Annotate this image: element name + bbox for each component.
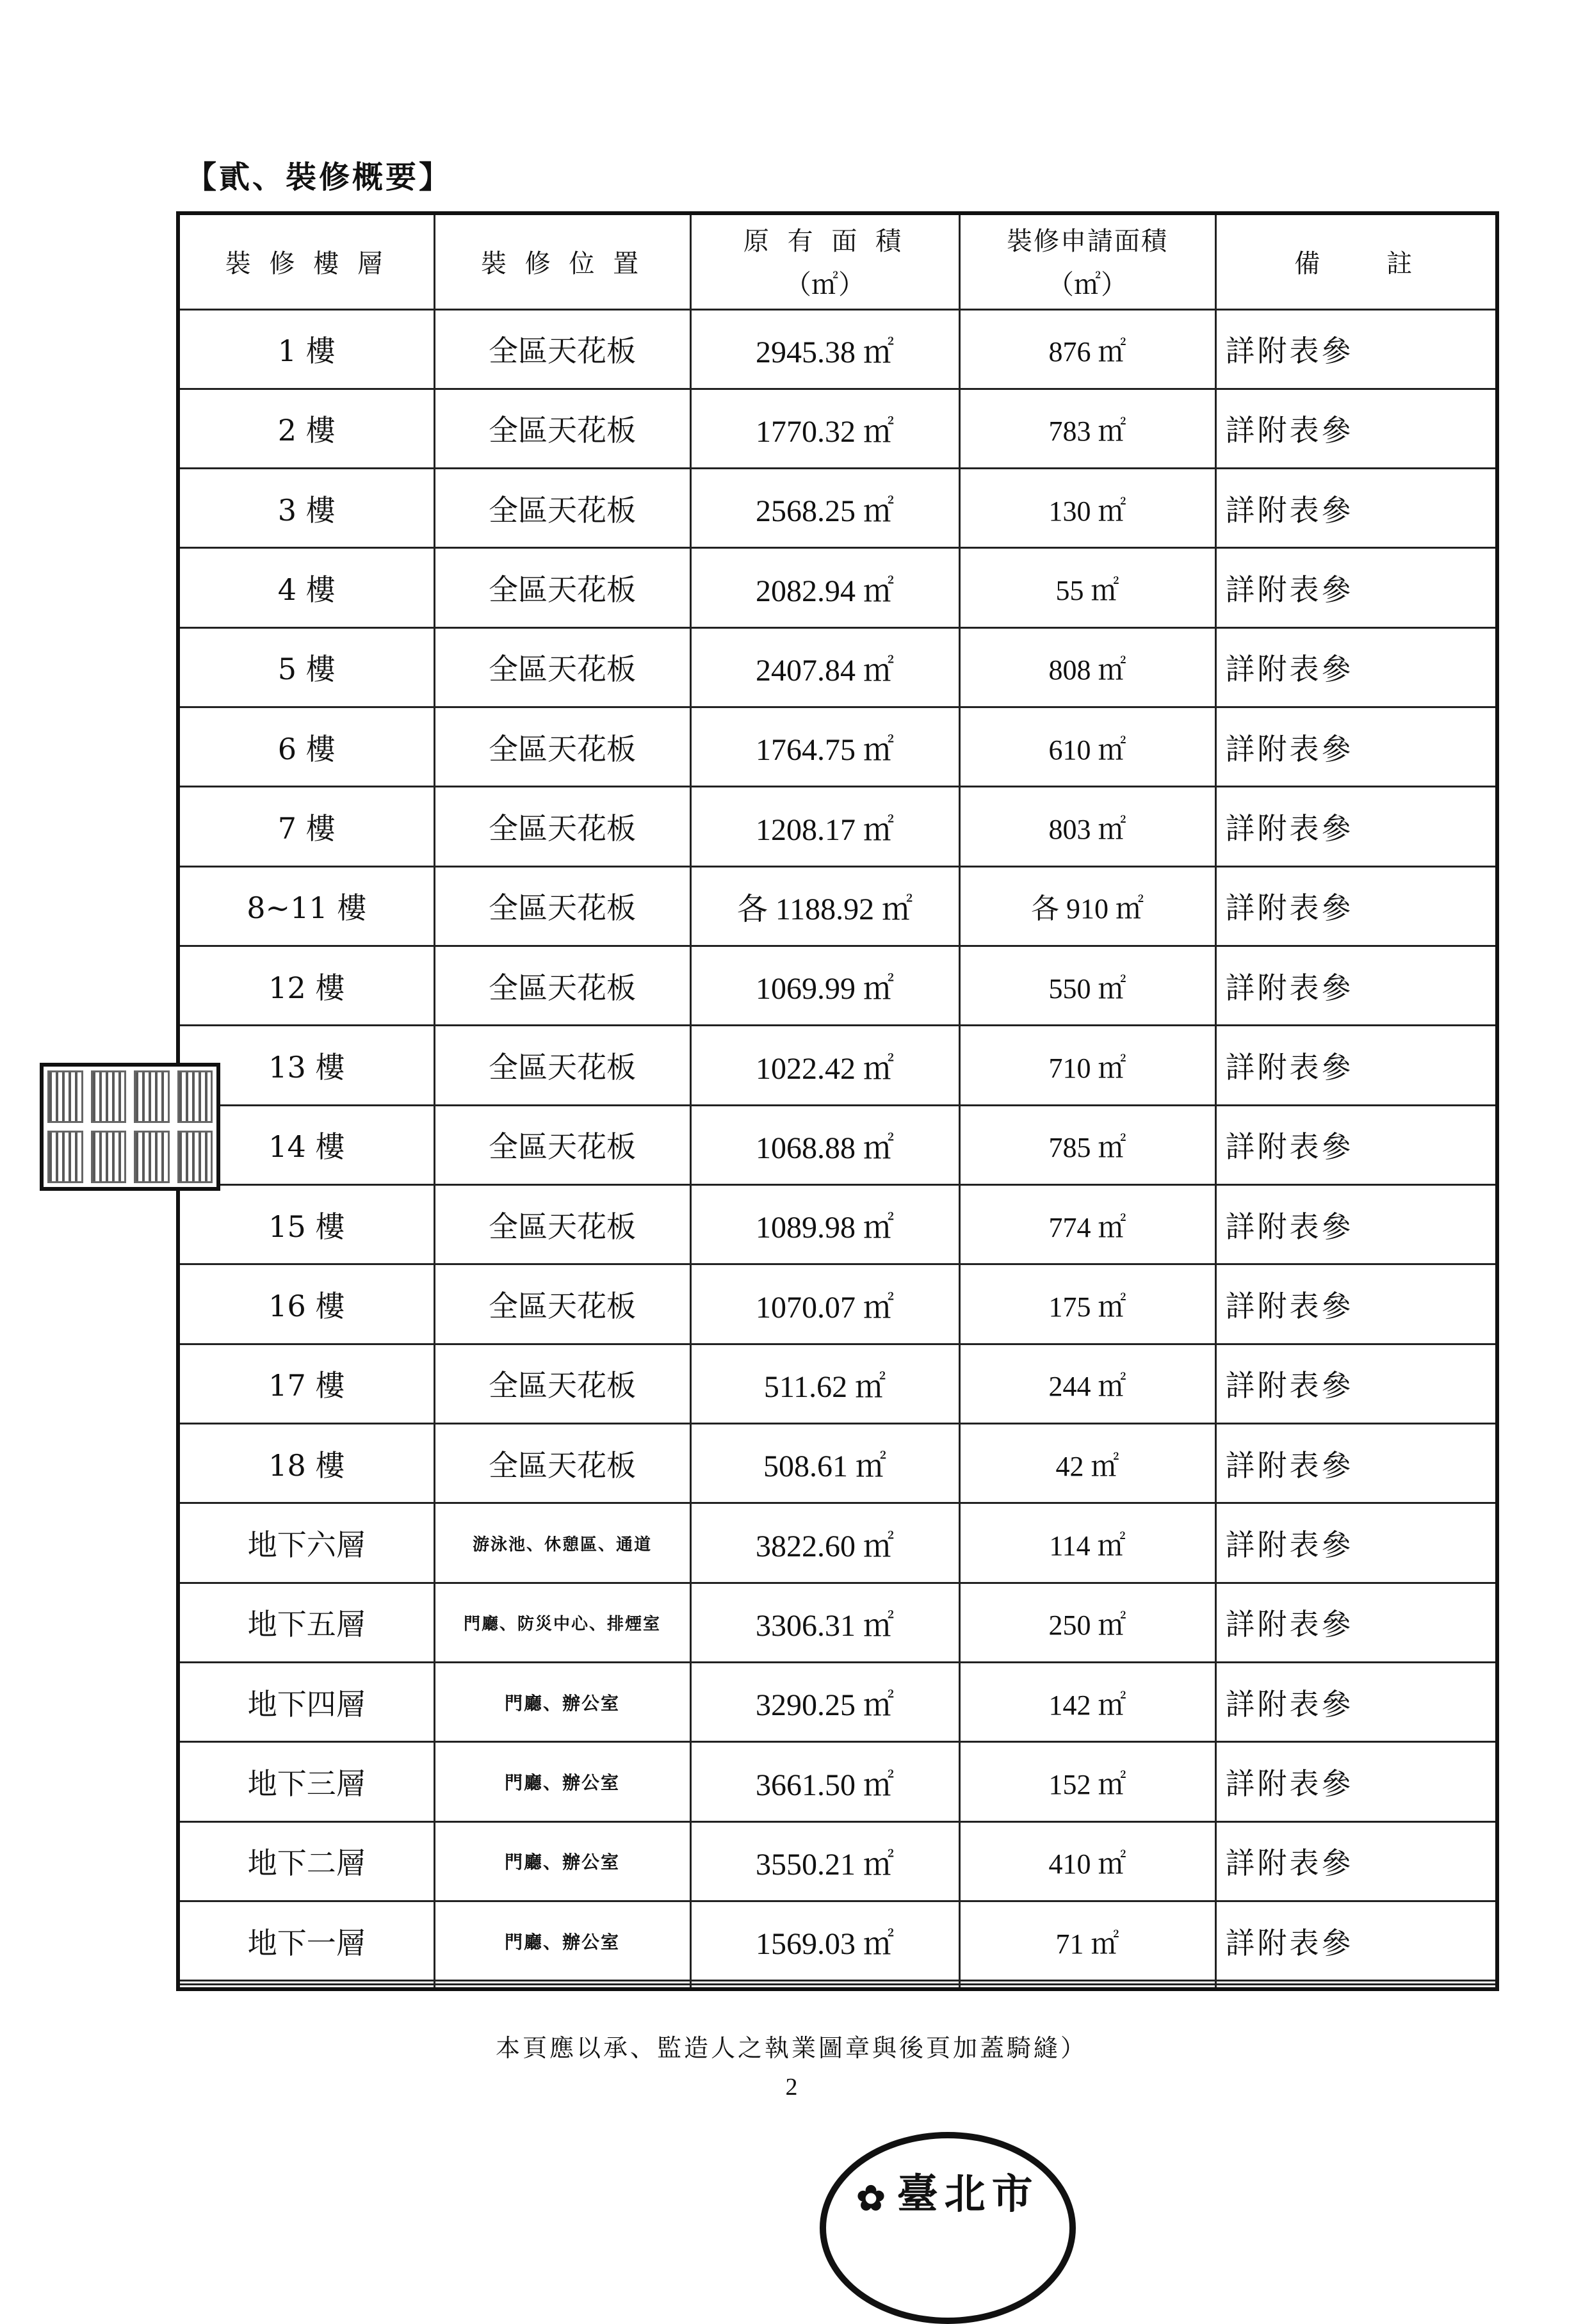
cell-floor: 18 樓 — [178, 1424, 434, 1503]
table-row — [178, 787, 1497, 866]
cell-original-area: 2407.84 ㎡ — [690, 627, 959, 707]
cell-original-area: 3306.31 ㎡ — [690, 1583, 959, 1662]
cell-floor: 4 樓 — [178, 548, 434, 627]
cell-original-area: 各 1188.92 ㎡ — [690, 866, 959, 946]
table-row — [178, 1344, 1497, 1423]
header-original-area-label: 原 有 面 積 — [743, 227, 907, 257]
cell-location: 全區天花板 — [434, 469, 690, 548]
stamp-cell — [47, 1131, 83, 1183]
cell-note: 詳附表參 — [1215, 1424, 1497, 1503]
empty-cell — [434, 1984, 690, 1989]
cell-apply-area: 876 ㎡ — [959, 309, 1215, 389]
stamp-cell — [91, 1131, 127, 1183]
cell-apply-area: 55 ㎡ — [959, 548, 1215, 627]
stamp-cell — [91, 1070, 127, 1123]
cell-apply-area: 152 ㎡ — [959, 1742, 1215, 1821]
cell-note: 詳附表參 — [1215, 389, 1497, 468]
cell-apply-area: 808 ㎡ — [959, 627, 1215, 707]
cell-note: 詳附表參 — [1215, 627, 1497, 707]
cell-location: 門廳、辦公室 — [434, 1742, 690, 1821]
cell-note: 詳附表參 — [1215, 787, 1497, 866]
cell-original-area: 2568.25 ㎡ — [690, 469, 959, 548]
stamp-cell — [47, 1070, 83, 1123]
cell-original-area: 3822.60 ㎡ — [690, 1503, 959, 1583]
table-row — [178, 1185, 1497, 1264]
cell-note: 詳附表參 — [1215, 1185, 1497, 1264]
cell-floor: 地下二層 — [178, 1821, 434, 1901]
page-number: 2 — [785, 2074, 798, 2101]
cell-location: 門廳、防災中心、排煙室 — [434, 1583, 690, 1662]
table-row — [178, 1264, 1497, 1344]
cell-original-area: 1089.98 ㎡ — [690, 1185, 959, 1264]
cell-location: 全區天花板 — [434, 627, 690, 707]
stamp-cell — [134, 1131, 170, 1183]
cell-floor: 地下三層 — [178, 1742, 434, 1821]
cell-original-area: 2082.94 ㎡ — [690, 548, 959, 627]
cell-floor: 17 樓 — [178, 1344, 434, 1423]
cell-original-area: 1208.17 ㎡ — [690, 787, 959, 866]
table-row — [178, 1026, 1497, 1105]
cell-apply-area: 175 ㎡ — [959, 1264, 1215, 1344]
seal-text: 臺北市 — [897, 2170, 1039, 2218]
cell-apply-area: 114 ㎡ — [959, 1503, 1215, 1583]
header-floor: 裝 修 樓 層 — [178, 213, 434, 309]
cell-location: 游泳池、休憩區、通道 — [434, 1503, 690, 1583]
cell-location: 全區天花板 — [434, 946, 690, 1026]
stamp-cell — [177, 1131, 213, 1183]
cell-floor: 地下一層 — [178, 1901, 434, 1981]
cell-apply-area: 803 ㎡ — [959, 787, 1215, 866]
cell-floor: 6 樓 — [178, 707, 434, 787]
stamp-cell — [177, 1070, 213, 1123]
cell-location: 全區天花板 — [434, 866, 690, 946]
perforation-seal-stamp — [40, 1063, 220, 1191]
header-apply-area-label: 裝修申請面積 — [1007, 227, 1168, 257]
cell-original-area: 2945.38 ㎡ — [690, 309, 959, 389]
cell-note: 詳附表參 — [1215, 946, 1497, 1026]
cell-original-area: 1770.32 ㎡ — [690, 389, 959, 468]
cell-location: 全區天花板 — [434, 1026, 690, 1105]
cell-location: 全區天花板 — [434, 309, 690, 389]
footer-note: 本頁應以承、監造人之執業圖章與後頁加蓋騎縫） — [495, 2034, 1087, 2062]
cell-floor: 14 樓 — [178, 1105, 434, 1184]
cell-note: 詳附表參 — [1215, 866, 1497, 946]
cell-floor: 地下六層 — [178, 1503, 434, 1583]
empty-cell — [690, 1984, 959, 1989]
cell-note: 詳附表參 — [1215, 469, 1497, 548]
cell-apply-area: 244 ㎡ — [959, 1344, 1215, 1423]
cell-floor: 5 樓 — [178, 627, 434, 707]
cell-apply-area: 250 ㎡ — [959, 1583, 1215, 1662]
table-row — [178, 469, 1497, 548]
table-row — [178, 389, 1497, 468]
header-original-area-unit: （㎡） — [784, 269, 865, 301]
cell-floor: 15 樓 — [178, 1185, 434, 1264]
cell-apply-area: 550 ㎡ — [959, 946, 1215, 1026]
header-apply-area — [959, 213, 1215, 309]
cell-original-area: 3550.21 ㎡ — [690, 1821, 959, 1901]
empty-table-row — [178, 1984, 1497, 1989]
table-row — [178, 1105, 1497, 1184]
table-row — [178, 1742, 1497, 1821]
cell-location: 全區天花板 — [434, 1185, 690, 1264]
section-title: 【貳、裝修概要】 — [186, 159, 453, 195]
cell-location: 全區天花板 — [434, 548, 690, 627]
cell-original-area: 3290.25 ㎡ — [690, 1663, 959, 1742]
table-row — [178, 548, 1497, 627]
empty-cell — [178, 1984, 434, 1989]
table-row — [178, 1503, 1497, 1583]
cell-original-area: 1569.03 ㎡ — [690, 1901, 959, 1981]
cell-apply-area: 130 ㎡ — [959, 469, 1215, 548]
cell-location: 門廳、辦公室 — [434, 1821, 690, 1901]
header-apply-area-unit: （㎡） — [1046, 269, 1128, 301]
header-location: 裝 修 位 置 — [434, 213, 690, 309]
cell-note: 詳附表參 — [1215, 1821, 1497, 1901]
cell-apply-area: 各 910 ㎡ — [959, 866, 1215, 946]
cell-original-area: 1069.99 ㎡ — [690, 946, 959, 1026]
cell-floor: 8~11 樓 — [178, 866, 434, 946]
header-original-area — [690, 213, 959, 309]
cell-location: 全區天花板 — [434, 1344, 690, 1423]
plum-blossom-icon: ✿ — [856, 2177, 892, 2218]
cell-floor: 13 樓 — [178, 1026, 434, 1105]
cell-note: 詳附表參 — [1215, 1344, 1497, 1423]
cell-apply-area: 410 ㎡ — [959, 1821, 1215, 1901]
cell-floor: 7 樓 — [178, 787, 434, 866]
cell-note: 詳附表參 — [1215, 1742, 1497, 1821]
table-row — [178, 866, 1497, 946]
cell-floor: 3 樓 — [178, 469, 434, 548]
cell-note: 詳附表參 — [1215, 1583, 1497, 1662]
cell-floor: 1 樓 — [178, 309, 434, 389]
table-row — [178, 946, 1497, 1026]
cell-original-area: 1068.88 ㎡ — [690, 1105, 959, 1184]
cell-original-area: 3661.50 ㎡ — [690, 1742, 959, 1821]
table-row — [178, 1663, 1497, 1742]
cell-apply-area: 42 ㎡ — [959, 1424, 1215, 1503]
cell-original-area: 1022.42 ㎡ — [690, 1026, 959, 1105]
cell-apply-area: 783 ㎡ — [959, 389, 1215, 468]
cell-apply-area: 142 ㎡ — [959, 1663, 1215, 1742]
cell-apply-area: 610 ㎡ — [959, 707, 1215, 787]
cell-original-area: 511.62 ㎡ — [690, 1344, 959, 1423]
cell-note: 詳附表參 — [1215, 1503, 1497, 1583]
table-row — [178, 627, 1497, 707]
cell-floor: 地下五層 — [178, 1583, 434, 1662]
cell-apply-area: 785 ㎡ — [959, 1105, 1215, 1184]
cell-note: 詳附表參 — [1215, 1026, 1497, 1105]
cell-note: 詳附表參 — [1215, 1901, 1497, 1981]
header-note: 備 註 — [1215, 213, 1497, 309]
cell-note: 詳附表參 — [1215, 309, 1497, 389]
cell-original-area: 508.61 ㎡ — [690, 1424, 959, 1503]
cell-location: 全區天花板 — [434, 707, 690, 787]
renovation-summary-table — [176, 211, 1499, 1991]
cell-location: 門廳、辦公室 — [434, 1901, 690, 1981]
cell-location: 全區天花板 — [434, 389, 690, 468]
cell-location: 全區天花板 — [434, 1424, 690, 1503]
official-seal — [820, 2132, 1076, 2324]
empty-cell — [1215, 1984, 1497, 1989]
cell-location: 全區天花板 — [434, 1264, 690, 1344]
cell-floor: 16 樓 — [178, 1264, 434, 1344]
cell-floor: 12 樓 — [178, 946, 434, 1026]
cell-original-area: 1070.07 ㎡ — [690, 1264, 959, 1344]
cell-floor: 地下四層 — [178, 1663, 434, 1742]
table-row — [178, 1821, 1497, 1901]
cell-location: 全區天花板 — [434, 787, 690, 866]
cell-note: 詳附表參 — [1215, 548, 1497, 627]
table-row — [178, 1583, 1497, 1662]
table-row — [178, 309, 1497, 389]
cell-note: 詳附表參 — [1215, 1264, 1497, 1344]
empty-cell — [959, 1984, 1215, 1989]
cell-note: 詳附表參 — [1215, 1105, 1497, 1184]
cell-apply-area: 710 ㎡ — [959, 1026, 1215, 1105]
cell-original-area: 1764.75 ㎡ — [690, 707, 959, 787]
cell-note: 詳附表參 — [1215, 707, 1497, 787]
cell-location: 門廳、辦公室 — [434, 1663, 690, 1742]
cell-note: 詳附表參 — [1215, 1663, 1497, 1742]
table-row — [178, 1424, 1497, 1503]
table-row — [178, 707, 1497, 787]
table-header-row — [178, 213, 1497, 309]
table-row — [178, 1901, 1497, 1981]
cell-location: 全區天花板 — [434, 1105, 690, 1184]
cell-floor: 2 樓 — [178, 389, 434, 468]
stamp-cell — [134, 1070, 170, 1123]
cell-apply-area: 71 ㎡ — [959, 1901, 1215, 1981]
cell-apply-area: 774 ㎡ — [959, 1185, 1215, 1264]
